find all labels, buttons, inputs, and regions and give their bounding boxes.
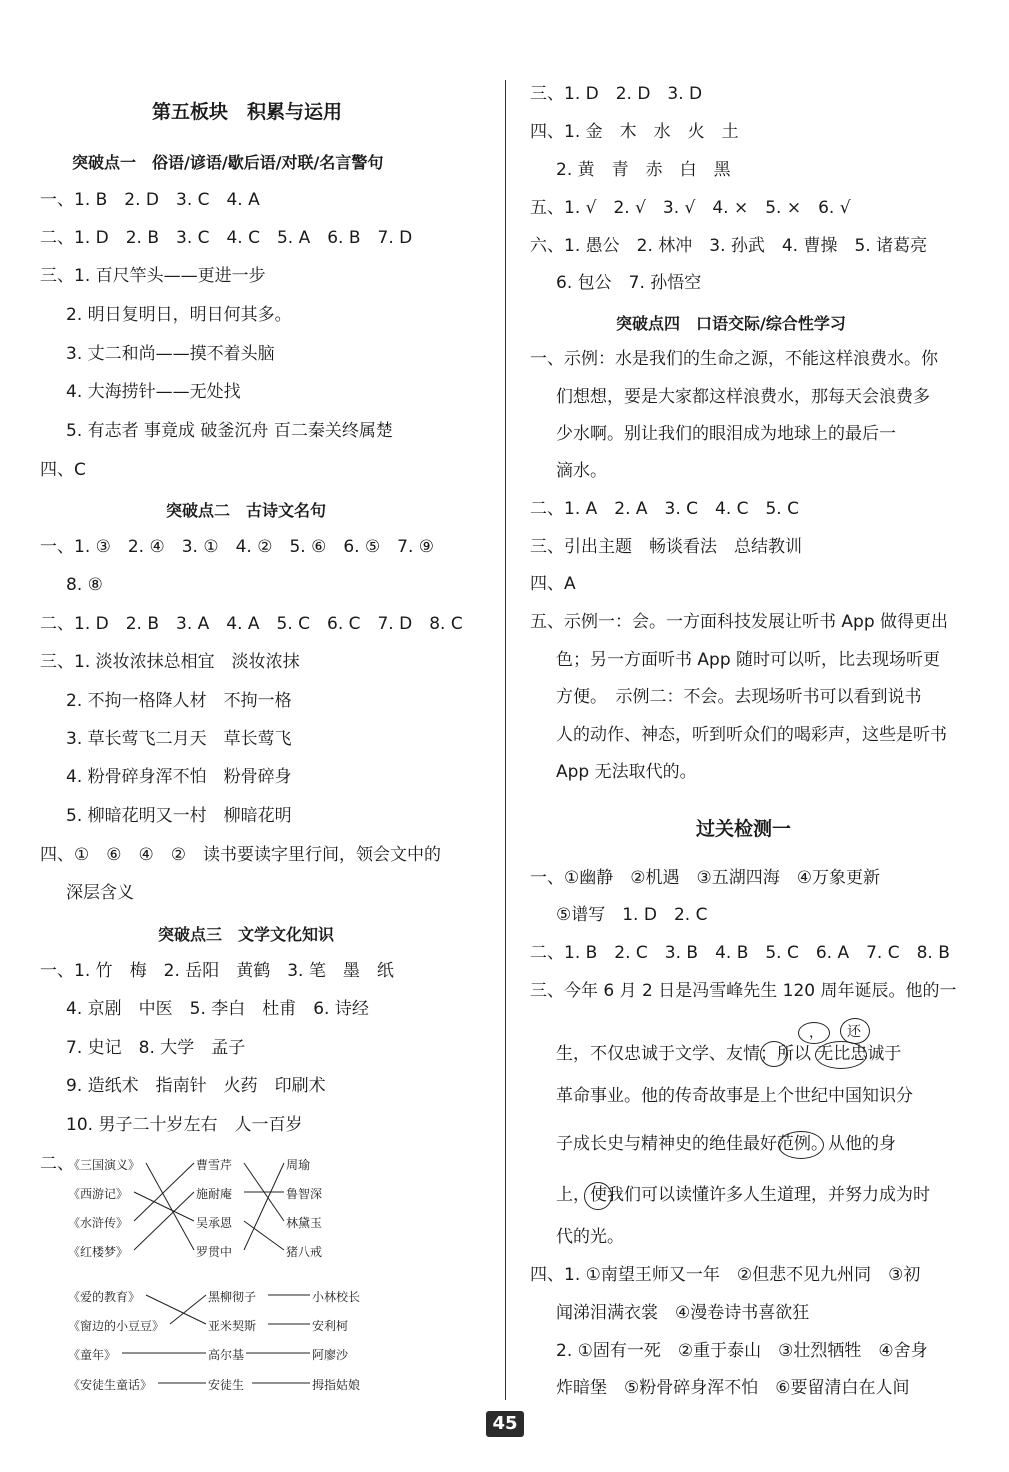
match-book: 《三国演义》: [68, 1158, 141, 1172]
answer-line: 5. 有志者 事竟成 破釜沉舟 百二秦关终属楚: [66, 421, 393, 441]
answer-line: 子成长史与精神史的绝佳最好范例。从他的身: [556, 1134, 896, 1154]
answer-line: 7. 史记 8. 大学 孟子: [66, 1038, 246, 1058]
correction-comma: ，: [809, 1025, 823, 1041]
match-prefix: 二、: [40, 1154, 74, 1174]
heading-point-4: 突破点四 口语交际/综合性学习: [616, 314, 846, 333]
answer-line: 革命事业。他的传奇故事是上个世纪中国知识分: [556, 1086, 913, 1106]
answer-line: 5. 柳暗花明又一村 柳暗花明: [66, 806, 292, 826]
answer-line: 3. 丈二和尚——摸不着头脑: [66, 344, 275, 364]
answer-line: 4. 京剧 中医 5. 李白 杜甫 6. 诗经: [66, 999, 369, 1019]
answer-line: App 无法取代的。: [556, 762, 697, 782]
answer-line: 一、1. B 2. D 3. C 4. A: [40, 190, 260, 210]
matching-lines: [0, 0, 500, 1472]
page-number: 45: [486, 1411, 524, 1437]
answer-line: 深层含义: [66, 883, 134, 903]
heading-point-3: 突破点三 文学文化知识: [158, 925, 335, 944]
answer-line: 二、1. A 2. A 3. C 4. C 5. C: [530, 499, 799, 519]
answer-line: 方便。 示例二：不会。去现场听书可以看到说书: [556, 687, 922, 707]
correction-huan: 还: [847, 1024, 861, 1040]
answer-line: 6. 包公 7. 孙悟空: [556, 273, 702, 293]
match-book: 《童年》: [68, 1348, 117, 1362]
match-book: 《安徒生童话》: [68, 1378, 153, 1392]
answer-line: 三、1. D 2. D 3. D: [530, 84, 703, 104]
match-author: 曹雪芹: [196, 1158, 233, 1172]
test-heading: 过关检测一: [696, 818, 792, 840]
match-character: 猪八戒: [286, 1245, 323, 1259]
match-book: 《爱的教育》: [68, 1290, 141, 1304]
answer-line: 一、示例：水是我们的生命之源，不能这样浪费水。你: [530, 349, 938, 369]
match-character: 鲁智深: [286, 1187, 323, 1201]
answer-line: 四、1. ①南望王师又一年 ②但悲不见九州同 ③初: [530, 1265, 921, 1285]
match-author: 吴承恩: [196, 1216, 233, 1230]
answer-line: 2. 黄 青 赤 白 黑: [556, 160, 731, 180]
match-character: 周瑜: [286, 1158, 311, 1172]
answer-line: 四、C: [40, 460, 86, 480]
match-character: 安利柯: [312, 1319, 349, 1333]
answer-line: 二、1. D 2. B 3. A 4. A 5. C 6. C 7. D 8. C: [40, 614, 463, 634]
section-title: 第五板块 积累与运用: [152, 101, 343, 123]
answer-line: 一、①幽静 ②机遇 ③五湖四海 ④万象更新: [530, 868, 880, 888]
answer-line: 三、引出主题 畅谈看法 总结教训: [530, 537, 802, 557]
answer-line: 4. 大海捞针——无处找: [66, 382, 241, 402]
answer-line: 上，使我们可以读懂许多人生道理，并努力成为时: [556, 1185, 930, 1205]
match-book: 《水浒传》: [68, 1216, 129, 1230]
match-author: 安徒生: [208, 1378, 245, 1392]
answer-line: 三、1. 百尺竿头——更进一步: [40, 266, 266, 286]
answer-line: 五、1. √ 2. √ 3. √ 4. × 5. × 6. √: [530, 198, 851, 218]
answer-line: 3. 草长莺飞二月天 草长莺飞: [66, 729, 292, 749]
answer-line: 2. 明日复明日，明日何其多。: [66, 305, 292, 325]
match-book: 《窗边的小豆豆》: [68, 1319, 165, 1333]
match-author: 黑柳彻子: [208, 1290, 257, 1304]
answer-line: 生，不仅忠诚于文学、友情；所以 无比忠诚于: [556, 1044, 902, 1064]
column-divider: [505, 80, 506, 1400]
answer-line: 8. ⑧: [66, 575, 103, 595]
answer-line: 炸暗堡 ⑤粉骨碎身浑不怕 ⑥要留清白在人间: [556, 1378, 910, 1398]
answer-line: 代的光。: [556, 1227, 624, 1247]
answer-line: ⑤谱写 1. D 2. C: [556, 905, 708, 925]
answer-line: 四、A: [530, 574, 576, 594]
answer-line: 2. 不拘一格降人材 不拘一格: [66, 691, 292, 711]
answer-line: 闻涕泪满衣裳 ④漫卷诗书喜欲狂: [556, 1303, 810, 1323]
answer-line: 2. ①固有一死 ②重于泰山 ③壮烈牺牲 ④舍身: [556, 1341, 928, 1361]
answer-line: 二、1. B 2. C 3. B 4. B 5. C 6. A 7. C 8. B: [530, 943, 950, 963]
heading-point-1: 突破点一 俗语/谚语/歇后语/对联/名言警句: [72, 153, 384, 172]
answer-line: 四、1. 金 木 水 火 土: [530, 122, 739, 142]
answer-line: 4. 粉骨碎身浑不怕 粉骨碎身: [66, 767, 292, 787]
match-book: 《西游记》: [68, 1187, 129, 1201]
answer-line: 六、1. 愚公 2. 林冲 3. 孙武 4. 曹操 5. 诸葛亮: [530, 236, 928, 256]
answer-line: 一、1. 竹 梅 2. 岳阳 黄鹤 3. 笔 墨 纸: [40, 961, 394, 981]
answer-line: 五、示例一：会。一方面科技发展让听书 App 做得更出: [530, 612, 949, 632]
answer-line: 三、今年 6 月 2 日是冯雪峰先生 120 周年诞辰。他的一: [530, 981, 957, 1001]
answer-line: 少水啊。别让我们的眼泪成为地球上的最后一: [556, 424, 896, 444]
answer-line: 们想想，要是大家都这样浪费水，那每天会浪费多: [556, 387, 930, 407]
answer-line: 四、① ⑥ ④ ② 读书要读字里行间，领会文中的: [40, 845, 441, 865]
match-character: 小林校长: [312, 1290, 361, 1304]
match-book: 《红楼梦》: [68, 1245, 129, 1259]
answer-line: 三、1. 淡妆浓抹总相宜 淡妆浓抹: [40, 652, 300, 672]
match-character: 林黛玉: [286, 1216, 323, 1230]
match-character: 阿廖沙: [312, 1348, 349, 1362]
answer-line: 一、1. ③ 2. ④ 3. ① 4. ② 5. ⑥ 6. ⑤ 7. ⑨: [40, 537, 435, 557]
match-author: 高尔基: [208, 1348, 245, 1362]
answer-line: 二、1. D 2. B 3. C 4. C 5. A 6. B 7. D: [40, 228, 413, 248]
match-character: 拇指姑娘: [312, 1378, 361, 1392]
heading-point-2: 突破点二 古诗文名句: [166, 501, 327, 520]
answer-line: 色；另一方面听书 App 随时可以听，比去现场听更: [556, 650, 941, 670]
match-author: 罗贯中: [196, 1245, 233, 1259]
answer-line: 10. 男子二十岁左右 人一百岁: [66, 1115, 303, 1135]
answer-line: 人的动作、神态，听到听众们的喝彩声，这些是听书: [556, 725, 947, 745]
match-author: 亚米契斯: [208, 1319, 257, 1333]
answer-line: 滴水。: [556, 461, 607, 481]
match-author: 施耐庵: [196, 1187, 233, 1201]
answer-line: 9. 造纸术 指南针 火药 印刷术: [66, 1076, 326, 1096]
